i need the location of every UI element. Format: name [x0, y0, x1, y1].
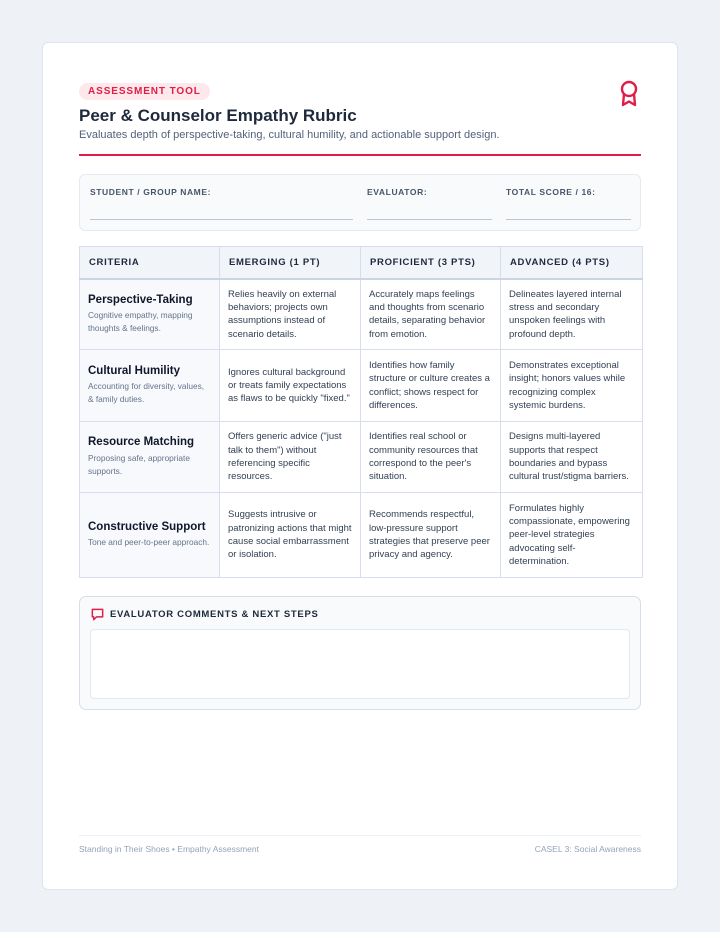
proficient-cell: Accurately maps feelings and thoughts from scenario details, separating behavior from emotion.	[361, 279, 501, 350]
student-field[interactable]	[90, 187, 353, 197]
info-panel	[79, 174, 641, 231]
footer-left: Standing in Their Shoes • Empathy Assessment	[79, 844, 259, 854]
proficient-cell: Identifies how family structure or culture creates a conflict; shows respect for differences.	[361, 350, 501, 422]
rubric-table	[79, 246, 643, 578]
page-title: Peer & Counselor Empathy Rubric	[79, 106, 357, 125]
comments-header	[90, 607, 319, 622]
criteria-cell	[80, 493, 220, 578]
advanced-cell: Designs multi-layered supports that respect boundaries and bypass cultural trust/stigma barriers.	[501, 422, 643, 493]
rubric-page	[42, 42, 678, 890]
evaluator-field[interactable]	[367, 187, 492, 197]
score-label: TOTAL SCORE / 16:	[506, 187, 596, 197]
proficient-cell: Recommends respectful, low-pressure support strategies that preserve peer privacy and agency.	[361, 493, 501, 578]
header-criteria: CRITERIA	[80, 247, 220, 279]
comments-textarea[interactable]	[90, 629, 630, 699]
criteria-cell	[80, 279, 220, 350]
table-header-row	[80, 247, 643, 279]
criteria-name: Resource Matching	[88, 436, 195, 449]
emerging-cell: Suggests intrusive or patronizing actions that might cause social embarrassment or isolation.	[220, 493, 361, 578]
criteria-desc: Tone and peer-to-peer approach.	[88, 537, 210, 548]
criteria-desc: Cognitive empathy, mapping thoughts & feelings.	[88, 309, 193, 333]
page-subtitle: Evaluates depth of perspective-taking, cultural humility, and actionable support design.	[79, 129, 500, 141]
emerging-cell: Relies heavily on external behaviors; projects own assumptions instead of scenario details.	[220, 279, 361, 350]
criteria-name: Perspective-Taking	[88, 293, 193, 306]
comments-title: EVALUATOR COMMENTS & NEXT STEPS	[110, 609, 319, 620]
criteria-name: Constructive Support	[88, 520, 206, 533]
table-row	[80, 279, 643, 350]
student-input-line[interactable]	[90, 219, 353, 220]
assessment-tag: ASSESSMENT TOOL	[79, 83, 210, 100]
accent-divider	[79, 154, 641, 156]
header-advanced: ADVANCED (4 PTS)	[501, 247, 643, 279]
evaluator-label: EVALUATOR:	[367, 187, 428, 197]
footer-right: CASEL 3: Social Awareness	[534, 844, 641, 854]
comments-panel	[79, 596, 641, 710]
emerging-cell: Offers generic advice ("just talk to them") without referencing specific resources.	[220, 422, 361, 493]
proficient-cell: Identifies real school or community resources that correspond to the peer's situation.	[361, 422, 501, 493]
student-label: STUDENT / GROUP NAME:	[90, 187, 212, 197]
award-ribbon-icon	[617, 80, 641, 108]
evaluator-input-line[interactable]	[367, 219, 492, 220]
header-emerging: EMERGING (1 PT)	[220, 247, 361, 279]
advanced-cell: Demonstrates exceptional insight; honors values while recognizing complex systemic burdens.	[501, 350, 643, 422]
advanced-cell: Delineates layered internal stress and secondary unspoken feelings with profound depth.	[501, 279, 643, 350]
advanced-cell: Formulates highly compassionate, empowering peer-level strategies advocating self-determination.	[501, 493, 643, 578]
criteria-desc: Accounting for diversity, values, & family duties.	[88, 381, 205, 405]
header-proficient: PROFICIENT (3 PTS)	[361, 247, 501, 279]
chat-bubble-icon	[90, 607, 105, 622]
score-input-line[interactable]	[506, 219, 631, 220]
criteria-desc: Proposing safe, appropriate supports.	[88, 452, 190, 476]
page-footer	[79, 835, 641, 854]
table-row	[80, 422, 643, 493]
criteria-name: Cultural Humility	[88, 364, 181, 377]
score-field[interactable]	[506, 187, 631, 197]
emerging-cell: Ignores cultural background or treats family expectations as flaws to be quickly "fixed."	[220, 350, 361, 422]
table-row	[80, 350, 643, 422]
criteria-cell	[80, 350, 220, 422]
criteria-cell	[80, 422, 220, 493]
table-row	[80, 493, 643, 578]
